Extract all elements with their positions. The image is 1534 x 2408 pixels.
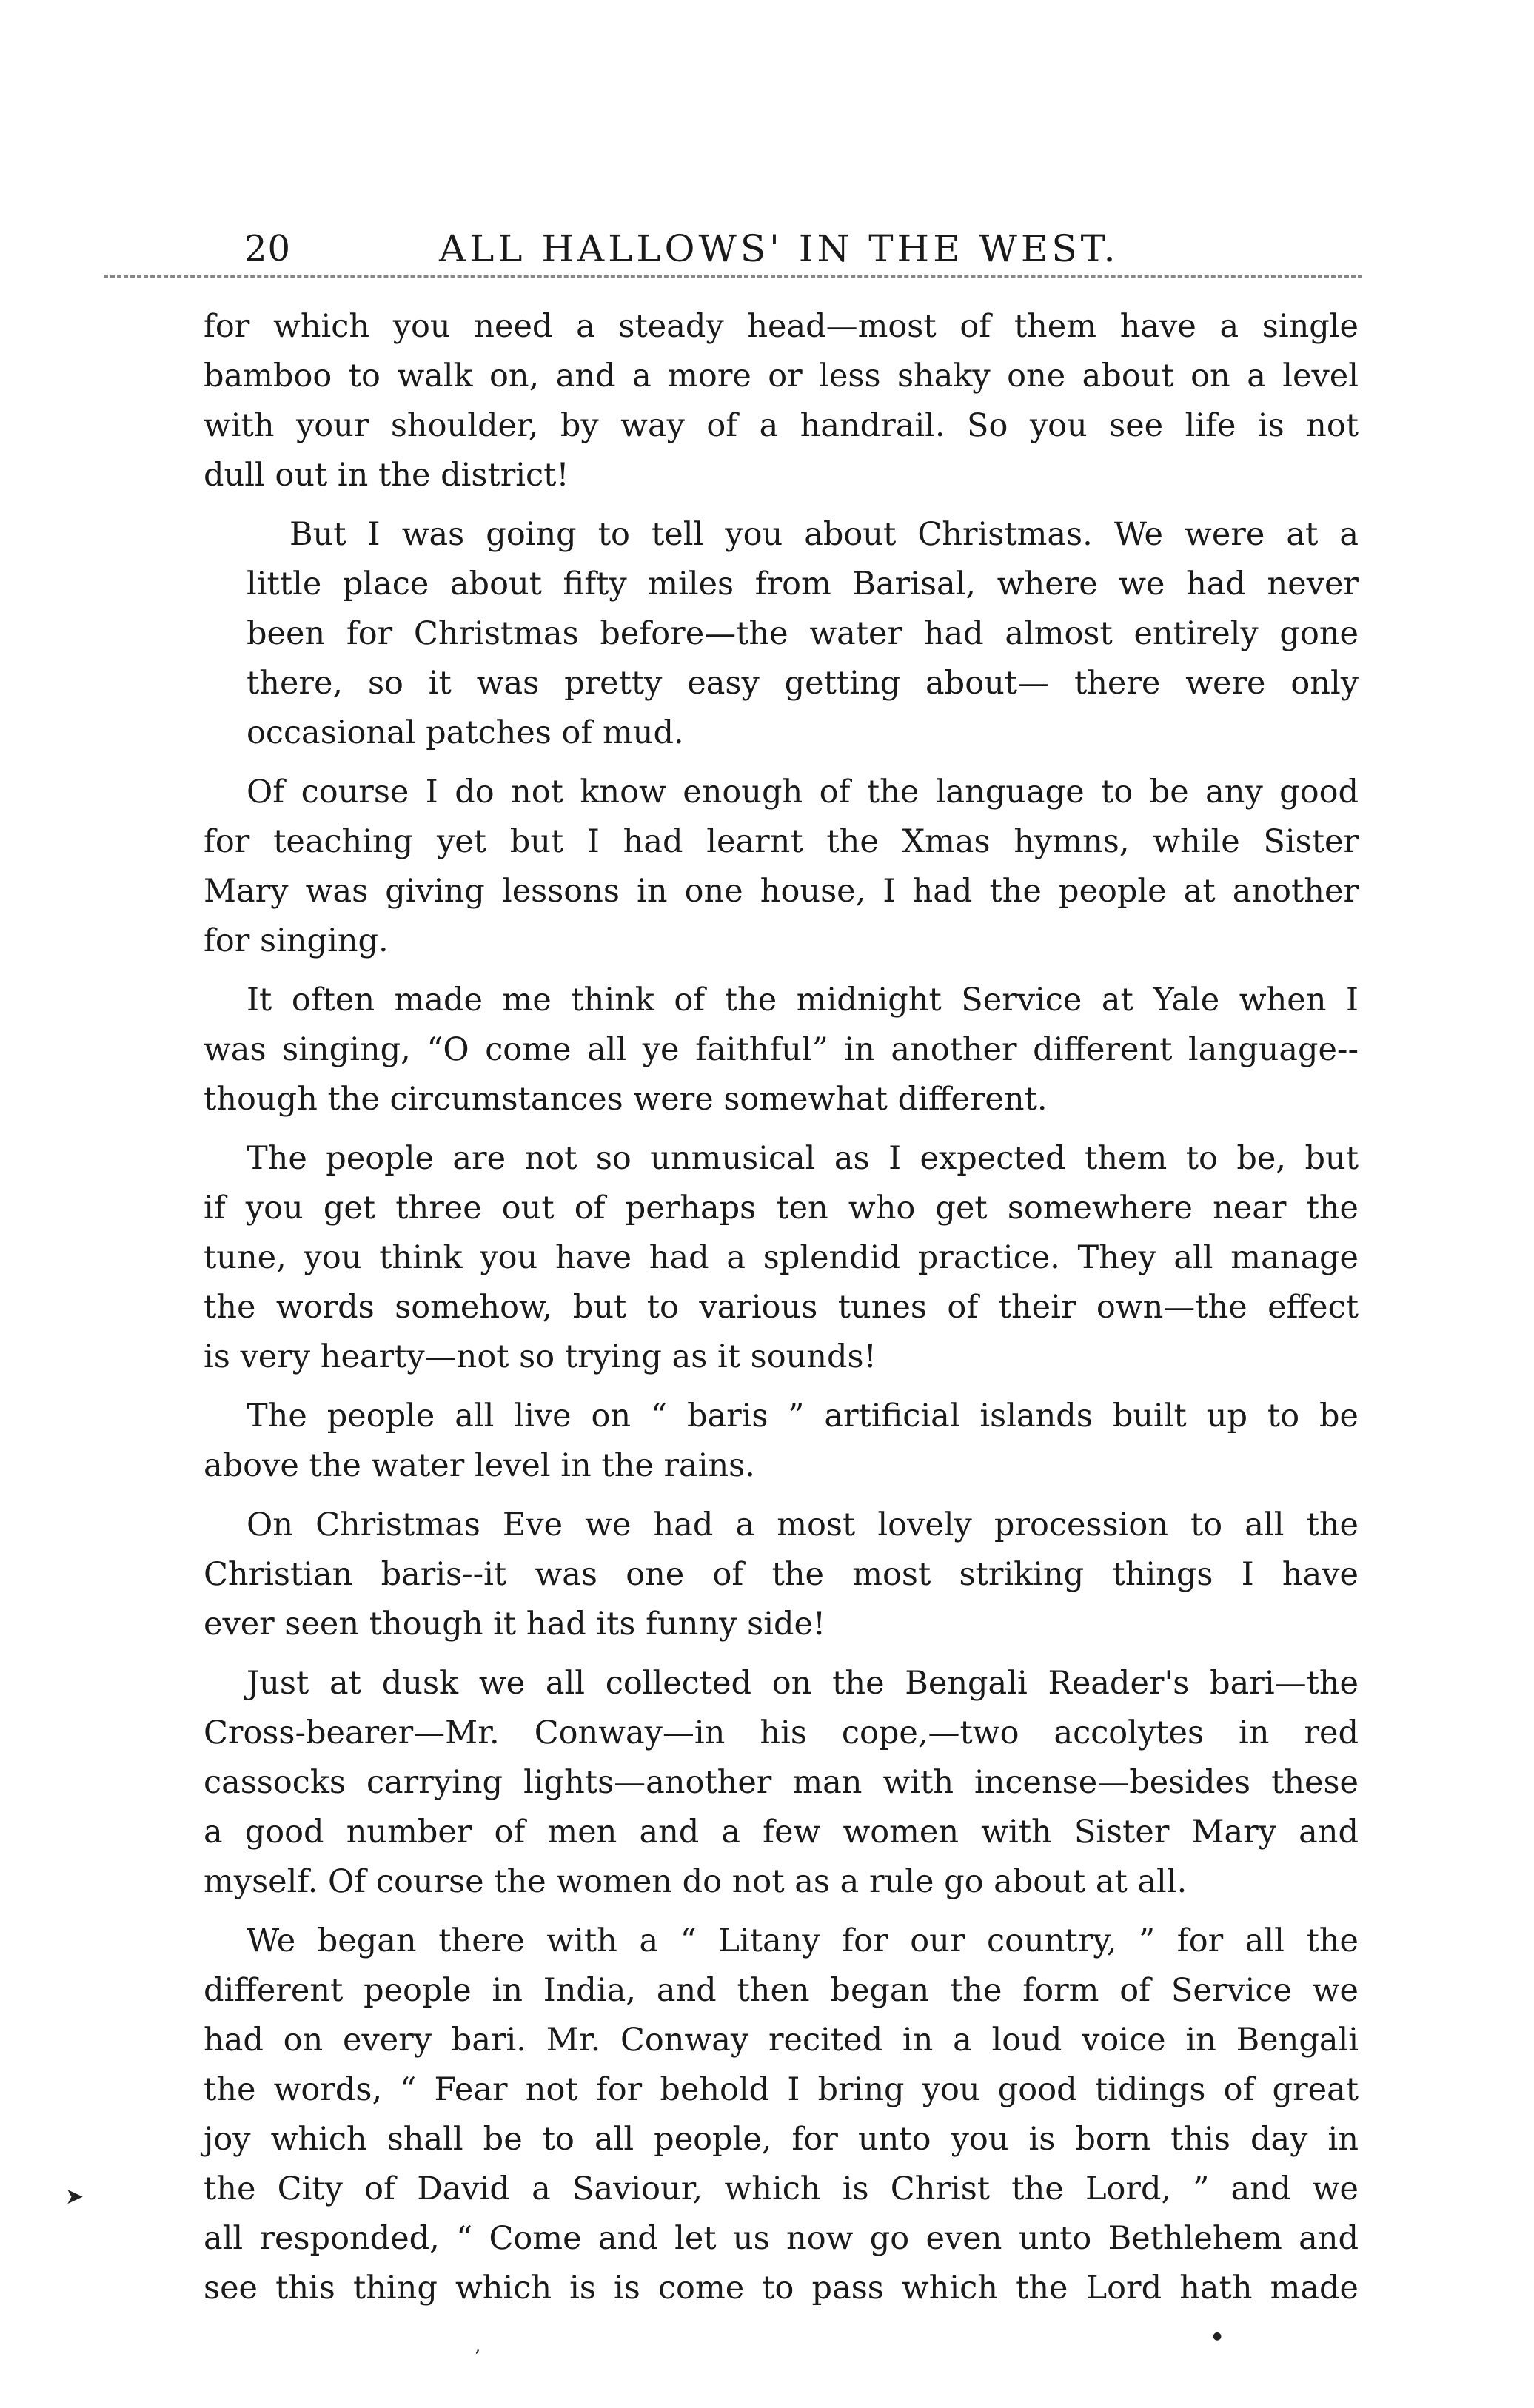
text-line: a good number of men and a few women with Sister Mary and [204, 1814, 1359, 1851]
text-line: joy which shall be to all people, for unto you is born this day in [204, 2121, 1359, 2158]
running-title: ALL HALLOWS' IN THE WEST. [439, 227, 1119, 270]
page-body [204, 302, 1359, 2323]
text-line: tune, you think you have had a splendid practice. They all manage [204, 1239, 1359, 1276]
page-header [204, 219, 1359, 278]
text-line: The people are not so unmusical as I expected them to be, but [247, 1140, 1359, 1177]
text-line: above the water level in the rains. [204, 1447, 755, 1484]
paragraph-9 [204, 1916, 1359, 2313]
text-line: for singing. [204, 922, 389, 959]
text-line: different people in India, and then began the form of Service we [204, 1972, 1359, 2009]
paragraph-4 [204, 976, 1359, 1124]
text-line: for which you need a steady head—most of them have a single [204, 308, 1359, 345]
paragraph-3 [204, 768, 1359, 966]
text-line: On Christmas Eve we had a most lovely procession to all the [247, 1506, 1359, 1543]
text-line: the City of David a Saviour, which is Christ the Lord, ” and we [204, 2170, 1359, 2207]
text-line: had on every bari. Mr. Conway recited in a loud voice in Bengali [204, 2022, 1359, 2059]
header-rule [104, 275, 1362, 278]
text-line: occasional patches of mud. [247, 714, 684, 751]
text-line: Of course I do not know enough of the language to be any good [247, 774, 1359, 811]
text-line: But I was going to tell you about Christmas. We were at a [289, 516, 1359, 553]
text-line: Just at dusk we all collected on the Bengali Reader's bari—the [247, 1665, 1359, 1702]
text-line: the words somehow, but to various tunes of their own—the effect [204, 1289, 1359, 1326]
text-line: It often made me think of the midnight Service at Yale when I [247, 982, 1359, 1019]
text-line: the words, “ Fear not for behold I bring you good tidings of great [204, 2071, 1359, 2108]
ink-dot-icon: ● [1213, 2330, 1222, 2342]
text-line: is very hearty—not so trying as it sounds! [204, 1338, 877, 1375]
paragraph-1 [204, 302, 1359, 500]
ink-speck-icon: ʼ [474, 2347, 480, 2369]
text-line: The people all live on “ baris ” artificial islands built up to be [247, 1398, 1359, 1435]
text-line: if you get three out of perhaps ten who get somewhere near the [204, 1190, 1359, 1227]
text-line: see this thing which is is come to pass which the Lord hath made [204, 2270, 1359, 2307]
text-line: myself. Of course the women do not as a rule go about at all. [204, 1863, 1188, 1900]
text-line: there, so it was pretty easy getting about— there were only [247, 665, 1359, 702]
text-line: Mary was giving lessons in one house, I had the people at another [204, 873, 1359, 910]
paragraph-8 [204, 1659, 1359, 1907]
text-line: with your shoulder, by way of a handrail. So you see life is not [204, 407, 1359, 444]
text-line: dull out in the district! [204, 457, 569, 494]
text-line: been for Christmas before—the water had almost entirely gone [247, 615, 1359, 652]
text-line: all responded, “ Come and let us now go even unto Bethlehem and [204, 2220, 1359, 2257]
text-line: bamboo to walk on, and a more or less shaky one about on a level [204, 358, 1359, 395]
paragraph-6 [204, 1392, 1359, 1491]
text-line: We began there with a “ Litany for our country, ” for all the [247, 1922, 1359, 1959]
paragraph-5 [204, 1134, 1359, 1382]
page-number: 20 [244, 228, 292, 269]
text-line: Cross-bearer—Mr. Conway—in his cope,—two accolytes in red [204, 1714, 1359, 1751]
text-line: little place about fifty miles from Barisal, where we had never [247, 566, 1359, 603]
paragraph-7 [204, 1500, 1359, 1649]
text-line: though the circumstances were somewhat different. [204, 1081, 1048, 1118]
margin-arrow-icon: ➤ [65, 2184, 84, 2210]
text-line: was singing, “O come all ye faithful” in another different language-- [204, 1031, 1359, 1068]
paragraph-2 [204, 510, 1359, 758]
text-line: Christian baris--it was one of the most striking things I have [204, 1556, 1359, 1593]
text-line: ever seen though it had its funny side! [204, 1606, 826, 1643]
text-line: for teaching yet but I had learnt the Xmas hymns, while Sister [204, 823, 1359, 860]
text-line: cassocks carrying lights—another man with incense—besides these [204, 1764, 1359, 1801]
